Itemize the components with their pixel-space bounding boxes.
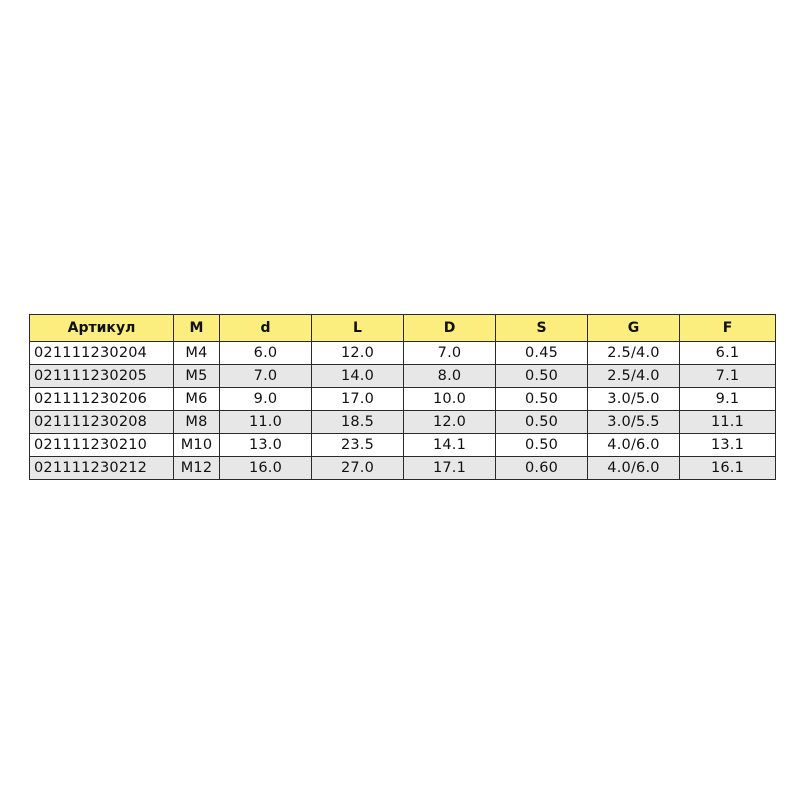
header-outer-d: D [404, 315, 496, 342]
header-g: G [588, 315, 680, 342]
table-body [30, 342, 776, 480]
cell-g: 2.5/4.0 [588, 365, 680, 388]
cell-l: 12.0 [312, 342, 404, 365]
cell-f: 16.1 [680, 457, 776, 480]
cell-m: M6 [174, 388, 220, 411]
cell-article: 021111230204 [30, 342, 174, 365]
cell-outer-d: 8.0 [404, 365, 496, 388]
cell-l: 23.5 [312, 434, 404, 457]
cell-s: 0.50 [496, 434, 588, 457]
table-row [30, 365, 776, 388]
cell-l: 17.0 [312, 388, 404, 411]
cell-article: 021111230205 [30, 365, 174, 388]
cell-s: 0.50 [496, 411, 588, 434]
header-d: d [220, 315, 312, 342]
cell-g: 2.5/4.0 [588, 342, 680, 365]
cell-outer-d: 12.0 [404, 411, 496, 434]
cell-article: 021111230208 [30, 411, 174, 434]
cell-d: 7.0 [220, 365, 312, 388]
cell-s: 0.50 [496, 365, 588, 388]
cell-s: 0.45 [496, 342, 588, 365]
header-m: M [174, 315, 220, 342]
table-header [30, 315, 776, 342]
cell-d: 16.0 [220, 457, 312, 480]
cell-f: 11.1 [680, 411, 776, 434]
table-row [30, 434, 776, 457]
cell-outer-d: 14.1 [404, 434, 496, 457]
cell-d: 6.0 [220, 342, 312, 365]
cell-d: 13.0 [220, 434, 312, 457]
table-row [30, 411, 776, 434]
cell-article: 021111230212 [30, 457, 174, 480]
cell-m: M10 [174, 434, 220, 457]
cell-m: M4 [174, 342, 220, 365]
header-row [30, 315, 776, 342]
cell-m: M5 [174, 365, 220, 388]
header-f: F [680, 315, 776, 342]
cell-article: 021111230210 [30, 434, 174, 457]
cell-f: 9.1 [680, 388, 776, 411]
cell-article: 021111230206 [30, 388, 174, 411]
cell-f: 6.1 [680, 342, 776, 365]
cell-l: 27.0 [312, 457, 404, 480]
cell-s: 0.50 [496, 388, 588, 411]
cell-d: 9.0 [220, 388, 312, 411]
header-article: Артикул [30, 315, 174, 342]
cell-f: 7.1 [680, 365, 776, 388]
cell-s: 0.60 [496, 457, 588, 480]
cell-outer-d: 10.0 [404, 388, 496, 411]
cell-l: 14.0 [312, 365, 404, 388]
cell-outer-d: 7.0 [404, 342, 496, 365]
cell-d: 11.0 [220, 411, 312, 434]
cell-outer-d: 17.1 [404, 457, 496, 480]
cell-g: 4.0/6.0 [588, 434, 680, 457]
table-row [30, 388, 776, 411]
cell-f: 13.1 [680, 434, 776, 457]
cell-l: 18.5 [312, 411, 404, 434]
cell-m: M12 [174, 457, 220, 480]
header-s: S [496, 315, 588, 342]
table-row [30, 457, 776, 480]
table-row [30, 342, 776, 365]
cell-g: 3.0/5.0 [588, 388, 680, 411]
specification-table [29, 314, 776, 480]
cell-g: 4.0/6.0 [588, 457, 680, 480]
cell-g: 3.0/5.5 [588, 411, 680, 434]
header-l: L [312, 315, 404, 342]
cell-m: M8 [174, 411, 220, 434]
